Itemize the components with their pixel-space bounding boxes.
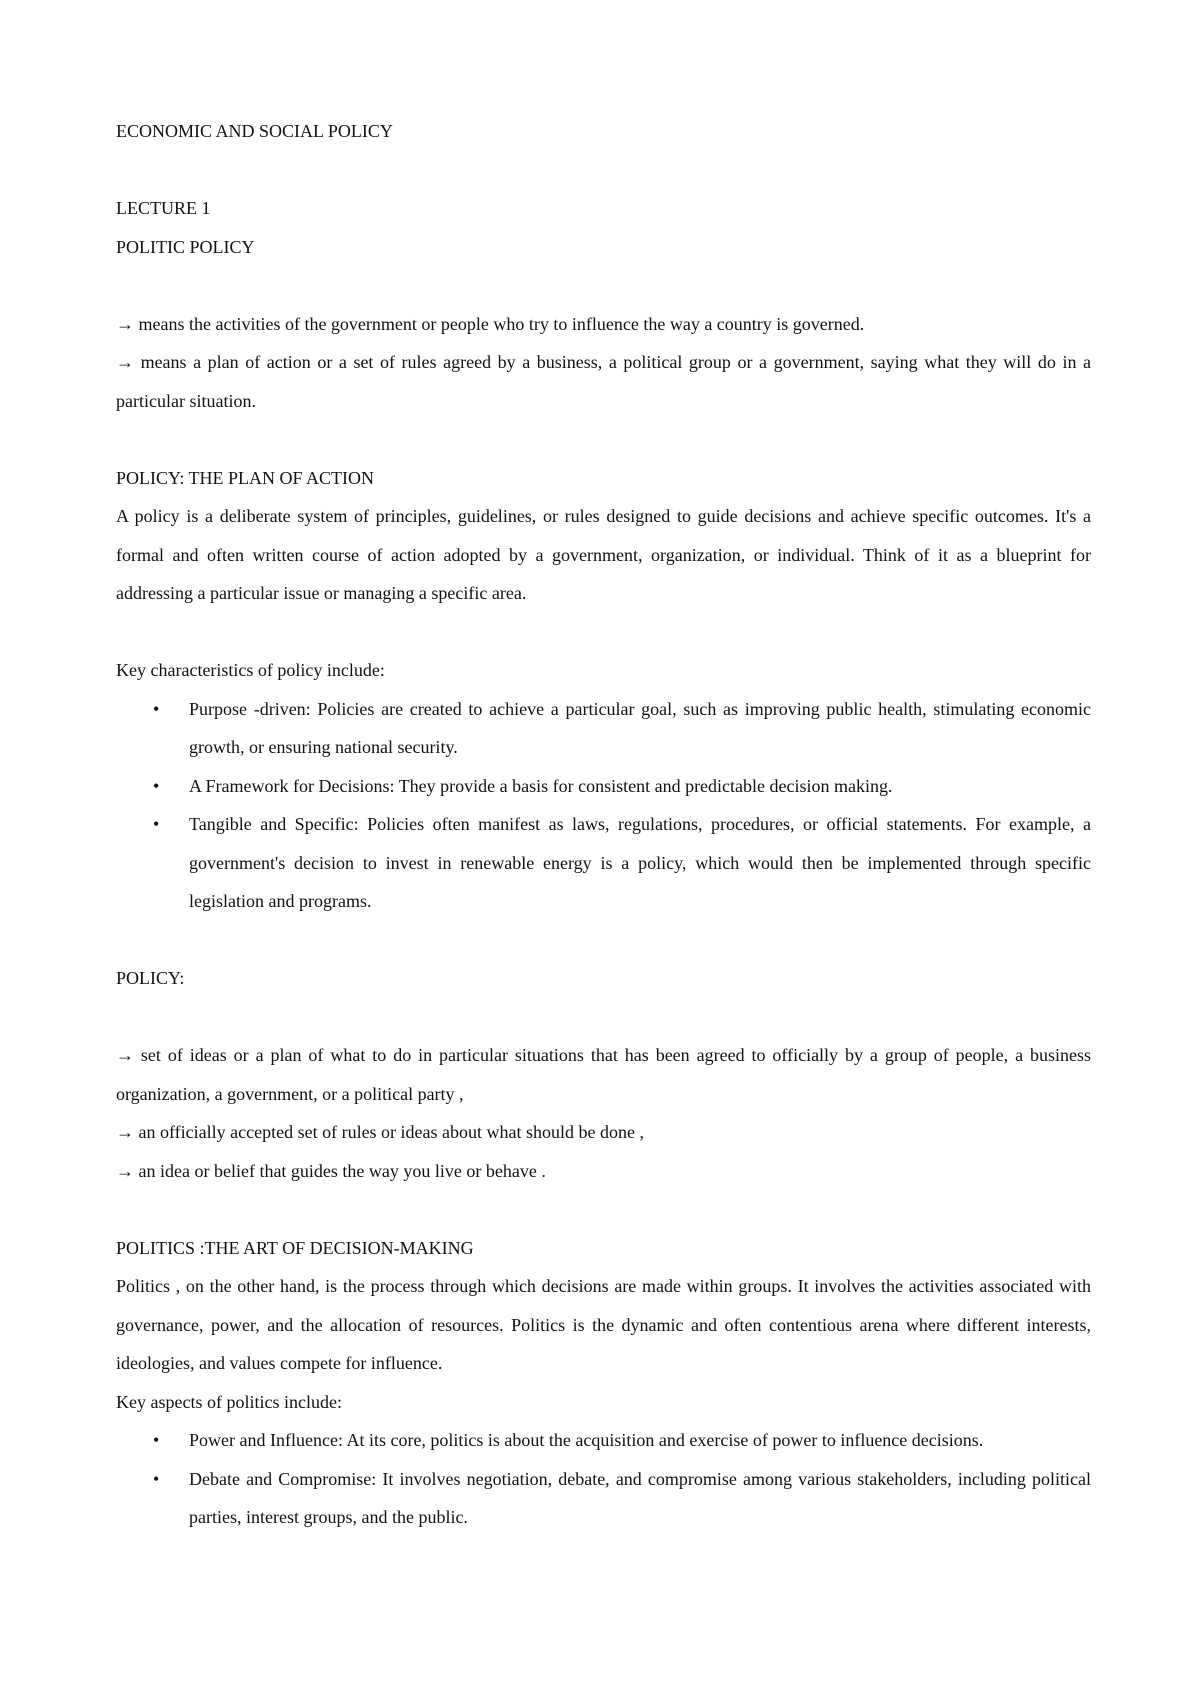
spacer: [116, 613, 1091, 652]
policy-definition: → an idea or belief that guides the way you live or behave .: [116, 1160, 546, 1181]
list-item: [116, 767, 1091, 806]
intro-definition: → means the activities of the government or people who try to influence the way a country is governed.: [116, 313, 865, 334]
spacer: [116, 1190, 1091, 1229]
spacer: [116, 266, 1091, 305]
section-heading-policy-definitions: POLICY:: [116, 968, 185, 988]
list-item-text: Purpose -driven: Policies are created to achieve a particular goal, such as improving public health, stimulating economic growth, or ensuring national security.: [189, 698, 1091, 757]
list-item-text: Power and Influence: At its core, politics is about the acquisition and exercise of power to influence decisions.: [189, 1430, 984, 1450]
list-item: [116, 690, 1091, 767]
list-item-text: Debate and Compromise: It involves negotiation, debate, and compromise among various stakeholders, including political parties, interest groups, and the public.: [189, 1468, 1091, 1527]
policy-list-intro: Key characteristics of policy include:: [116, 660, 385, 680]
section-heading-policy: POLICY: THE PLAN OF ACTION: [116, 467, 375, 488]
bullet-icon: •: [153, 1430, 160, 1450]
politics-paragraph: Politics , on the other hand, is the process through which decisions are made within groups. It involves the activities associated with governance, power, and the allocation of resources. Politics is the dynamic and often contentious arena where different interests, ideologies, and values compete for influence.: [116, 1276, 1091, 1373]
spacer: [116, 420, 1091, 459]
lecture-label: LECTURE 1: [116, 198, 211, 218]
spacer: [116, 998, 1091, 1037]
list-item: [116, 1421, 1091, 1460]
bullet-icon: •: [153, 814, 160, 834]
list-item: [116, 805, 1091, 921]
bullet-icon: •: [153, 775, 160, 796]
intro-definition: → means a plan of action or a set of rules agreed by a business, a political group or a government, saying what they will do in a particular situation.: [116, 352, 1091, 411]
policy-characteristics-list: [116, 690, 1091, 921]
list-item-text: Tangible and Specific: Policies often manifest as laws, regulations, procedures, or official statements. For example, a government's decision to invest in renewable energy is a policy, which would then be implemented through specific legislation and programs.: [189, 814, 1091, 911]
spacer: [116, 921, 1091, 960]
document-page: [116, 112, 1091, 1537]
bullet-icon: •: [153, 698, 160, 719]
spacer: [116, 151, 1091, 190]
document-subtitle: POLITIC POLICY: [116, 236, 255, 257]
policy-paragraph: A policy is a deliberate system of principles, guidelines, or rules designed to guide decisions and achieve specific outcomes. It's a formal and often written course of action adopted by a government, organization, or individual. Think of it as a blueprint for addressing a particular issue or managing a specific area.: [116, 506, 1091, 603]
policy-definition: → an officially accepted set of rules or ideas about what should be done ,: [116, 1122, 645, 1142]
list-item-text: A Framework for Decisions: They provide a basis for consistent and predictable decision making.: [189, 775, 893, 796]
section-heading-politics: POLITICS :THE ART OF DECISION-MAKING: [116, 1237, 474, 1258]
politics-list-intro: Key aspects of politics include:: [116, 1391, 342, 1412]
politics-aspects-list: [116, 1421, 1091, 1537]
policy-definition: → set of ideas or a plan of what to do in particular situations that has been agreed to officially by a group of people, a business organization, a government, or a political party ,: [116, 1045, 1091, 1104]
bullet-icon: •: [153, 1468, 160, 1489]
document-title: ECONOMIC AND SOCIAL POLICY: [116, 121, 393, 141]
list-item: [116, 1460, 1091, 1537]
